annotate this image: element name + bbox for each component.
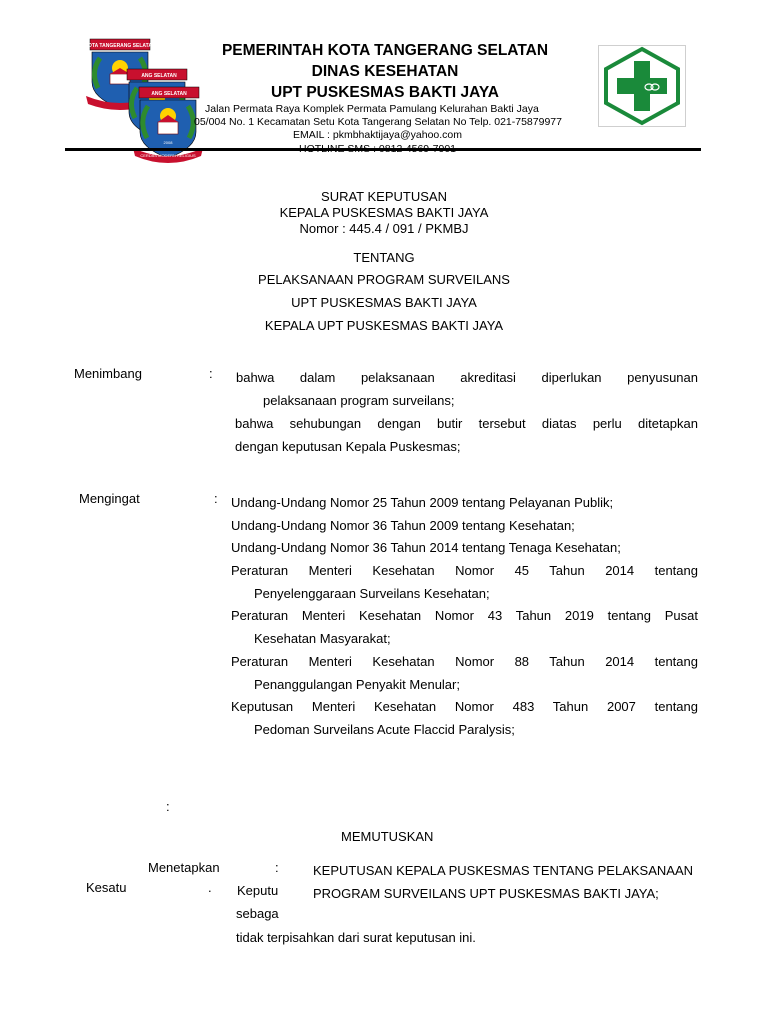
subject-line-2: UPT PUSKESMAS BAKTI JAYA: [291, 295, 477, 310]
kesatu-fragment-2: sebaga: [236, 906, 279, 921]
mengingat-item-6-line-2: Penanggulangan Penyakit Menular;: [254, 677, 460, 692]
kesatu-fragment-1: Keputu: [237, 883, 279, 898]
menimbang-colon: :: [209, 366, 213, 381]
menetapkan-text-line-2: PROGRAM SURVEILANS UPT PUSKESMAS BAKTI JAYA;: [313, 886, 659, 901]
mengingat-item-5-line-1: Peraturan Menteri Kesehatan Nomor 43 Tahun 2019 tentang Pusat: [231, 608, 698, 623]
emblem-banner-text: KOTA TANGERANG SELATAN: [84, 43, 156, 49]
subject-line-3: KEPALA UPT PUSKESMAS BAKTI JAYA: [264, 318, 504, 333]
mengingat-item-4-line-2: Penyelenggaraan Surveilans Kesehatan;: [254, 586, 490, 601]
emblem-front-banner-text: ANG SELATAN: [151, 91, 187, 97]
menetapkan-label: Menetapkan: [148, 860, 220, 875]
letterhead-address-1: Jalan Permata Raya Komplek Permata Pamulang Kelurahan Bakti Jaya: [205, 103, 539, 115]
mengingat-item-2: Undang-Undang Nomor 36 Tahun 2009 tentang Kesehatan;: [231, 518, 575, 533]
mengingat-colon: :: [214, 491, 218, 506]
emblem-year: 2008: [163, 140, 173, 145]
kesatu-line-3: tidak terpisahkan dari surat keputusan ini.: [236, 930, 476, 945]
letterhead-line-1: PEMERINTAH KOTA TANGERANG SELATAN: [221, 42, 549, 59]
mengingat-item-7-line-1: Keputusan Menteri Kesehatan Nomor 483 Tahun 2007 tentang: [231, 699, 698, 714]
mengingat-item-5-line-2: Kesehatan Masyarakat;: [254, 631, 391, 646]
mengingat-item-3: Undang-Undang Nomor 36 Tahun 2014 tentang Tenaga Kesehatan;: [231, 540, 621, 555]
puskesmas-health-logo: [598, 45, 686, 127]
title-line-2: KEPALA PUSKESMAS BAKTI JAYA: [279, 205, 489, 220]
emblem-ribbon-text: CERDAS MODERN RELIGIUS: [140, 153, 196, 158]
subject-line-1: PELAKSANAAN PROGRAM SURVEILANS: [258, 272, 510, 287]
mengingat-label: Mengingat: [79, 491, 140, 506]
menimbang-label: Menimbang: [74, 366, 142, 381]
menimbang-a-line-1: bahwa dalam pelaksanaan akreditasi diperlukan penyusunan: [236, 370, 698, 385]
title-line-1: SURAT KEPUTUSAN: [321, 189, 447, 204]
menimbang-a-line-2: pelaksanaan program surveilans;: [263, 393, 455, 408]
mengingat-item-6-line-1: Peraturan Menteri Kesehatan Nomor 88 Tahun 2014 tentang: [231, 654, 698, 669]
letterhead-line-2: DINAS KESEHATAN: [311, 63, 459, 80]
letterhead-address-2: 05/004 No. 1 Kecamatan Setu Kota Tangerang Selatan No Telp. 021-75879977: [194, 116, 562, 128]
mengingat-item-7-line-2: Pedoman Surveilans Acute Flaccid Paralysis;: [254, 722, 515, 737]
menetapkan-text-line-1: KEPUTUSAN KEPALA PUSKESMAS TENTANG PELAKSANAAN: [313, 863, 694, 878]
kesatu-colon: .: [208, 880, 212, 895]
mengingat-item-4-line-1: Peraturan Menteri Kesehatan Nomor 45 Tahun 2014 tentang: [231, 563, 698, 578]
menimbang-b-line-1: bahwa sehubungan dengan butir tersebut diatas perlu ditetapkan: [235, 416, 698, 431]
letterhead-line-3: UPT PUSKESMAS BAKTI JAYA: [271, 84, 499, 101]
mengingat-item-1: Undang-Undang Nomor 25 Tahun 2009 tentang Pelayanan Publik;: [231, 495, 614, 510]
emblem-banner-text-short: ANG SELATAN: [141, 73, 177, 79]
stray-colon: :: [166, 799, 170, 814]
title-tentang: TENTANG: [353, 250, 415, 265]
letterhead-email: EMAIL : pkmbhaktijaya@yahoo.com: [293, 129, 463, 141]
kesatu-label: Kesatu: [86, 880, 127, 895]
menetapkan-colon: :: [275, 860, 279, 875]
menimbang-b-line-2: dengan keputusan Kepala Puskesmas;: [235, 439, 461, 454]
letterhead-rule: [65, 148, 701, 151]
memutuskan-heading: MEMUTUSKAN: [341, 829, 434, 844]
title-number: Nomor : 445.4 / 091 / PKMBJ: [299, 221, 469, 236]
